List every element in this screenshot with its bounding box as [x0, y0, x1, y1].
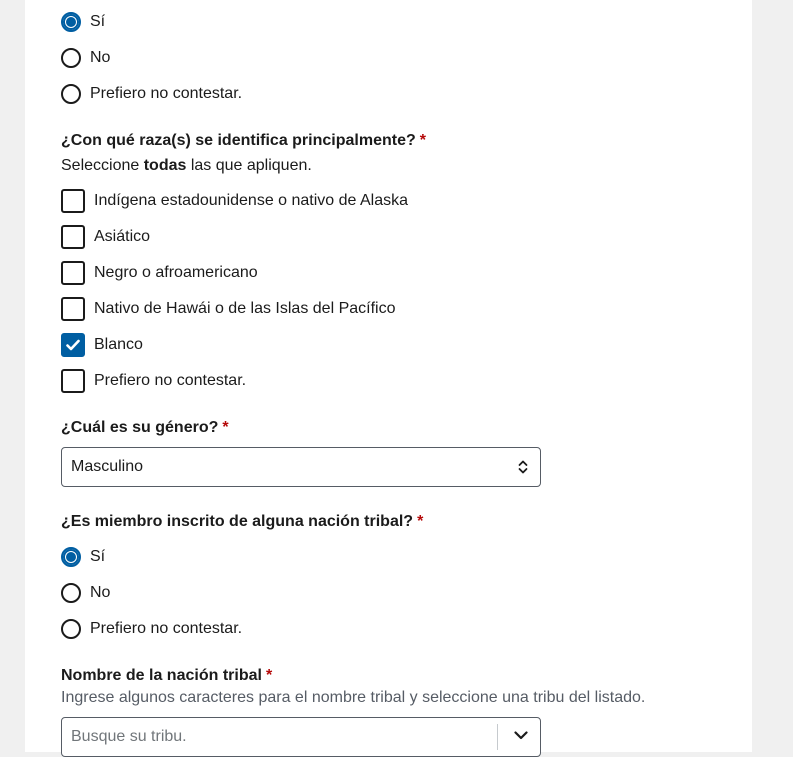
checkbox-option-asian[interactable] [61, 224, 150, 250]
checkbox[interactable] [61, 261, 85, 285]
radio-option-tribal-si[interactable] [61, 544, 105, 570]
race-question [61, 132, 426, 150]
radio-button[interactable] [61, 48, 81, 68]
checkbox-label: Indígena estadounidense o nativo de Alaska [94, 192, 409, 209]
checkbox[interactable] [61, 225, 85, 249]
tribal-question-text: ¿Es miembro inscrito de alguna nación tribal? [61, 513, 414, 530]
race-hint-pre: Seleccione [61, 157, 144, 174]
gender-selected-value: Masculino [71, 458, 144, 475]
tribe-search-placeholder: Busque su tribu. [71, 728, 187, 745]
gender-question-text: ¿Cuál es su género? [61, 419, 219, 436]
race-hint-post: las que apliquen. [186, 157, 312, 174]
checkbox[interactable] [61, 369, 85, 393]
checkbox[interactable] [61, 189, 85, 213]
race-hint [61, 157, 312, 175]
checkmark-icon [66, 339, 80, 351]
tribe-search-combobox[interactable] [61, 717, 541, 757]
radio-button[interactable] [61, 619, 81, 639]
radio-label: Prefiero no contestar. [90, 85, 243, 102]
gender-question [61, 419, 229, 437]
checkbox-label: Negro o afroamericano [94, 264, 258, 281]
required-marker: * [222, 419, 229, 436]
checkbox-option-prefer-not[interactable] [61, 368, 246, 394]
checkbox-option-black[interactable] [61, 260, 258, 286]
checkbox-label: Nativo de Hawái o de las Islas del Pacífico [94, 300, 396, 317]
required-marker: * [265, 667, 273, 684]
radio-option-si[interactable] [61, 9, 105, 35]
radio-option-tribal-prefer-not[interactable] [61, 616, 242, 642]
checkbox-option-native-american[interactable] [61, 188, 408, 214]
tribe-name-question [61, 667, 272, 685]
radio-option-tribal-no[interactable] [61, 580, 110, 606]
checkbox[interactable] [61, 297, 85, 321]
checkbox-label: Asiático [94, 228, 151, 245]
required-marker: * [417, 513, 424, 530]
radio-option-no[interactable] [61, 45, 110, 71]
radio-button[interactable] [61, 583, 81, 603]
checkbox-option-white[interactable] [61, 332, 143, 358]
radio-option-prefer-not[interactable] [61, 81, 242, 107]
tribal-question [61, 513, 423, 531]
tribe-name-hint: Ingrese algunos caracteres para el nombre tribal y seleccione una tribu del listado. [61, 689, 646, 706]
radio-label: Sí [90, 13, 106, 30]
race-hint-bold: todas [143, 157, 187, 174]
radio-label: No [90, 584, 111, 601]
radio-label: No [90, 49, 111, 66]
chevron-down-icon[interactable] [514, 731, 528, 740]
radio-button[interactable] [61, 547, 81, 567]
form-panel [25, 0, 752, 752]
tribe-name-question-text: Nombre de la nación tribal [61, 667, 262, 684]
radio-label: Sí [90, 548, 106, 565]
checkbox[interactable] [61, 333, 85, 357]
radio-button[interactable] [61, 12, 81, 32]
checkbox-label: Prefiero no contestar. [94, 372, 247, 389]
checkbox-label: Blanco [94, 336, 143, 353]
radio-label: Prefiero no contestar. [90, 620, 243, 637]
checkbox-option-pacific-islander[interactable] [61, 296, 395, 322]
select-arrows-icon [518, 459, 528, 475]
required-marker: * [419, 132, 426, 149]
race-question-text: ¿Con qué raza(s) se identifica principalmente? [61, 132, 416, 149]
radio-button[interactable] [61, 84, 81, 104]
combobox-divider [497, 724, 498, 750]
gender-select[interactable] [61, 447, 541, 487]
